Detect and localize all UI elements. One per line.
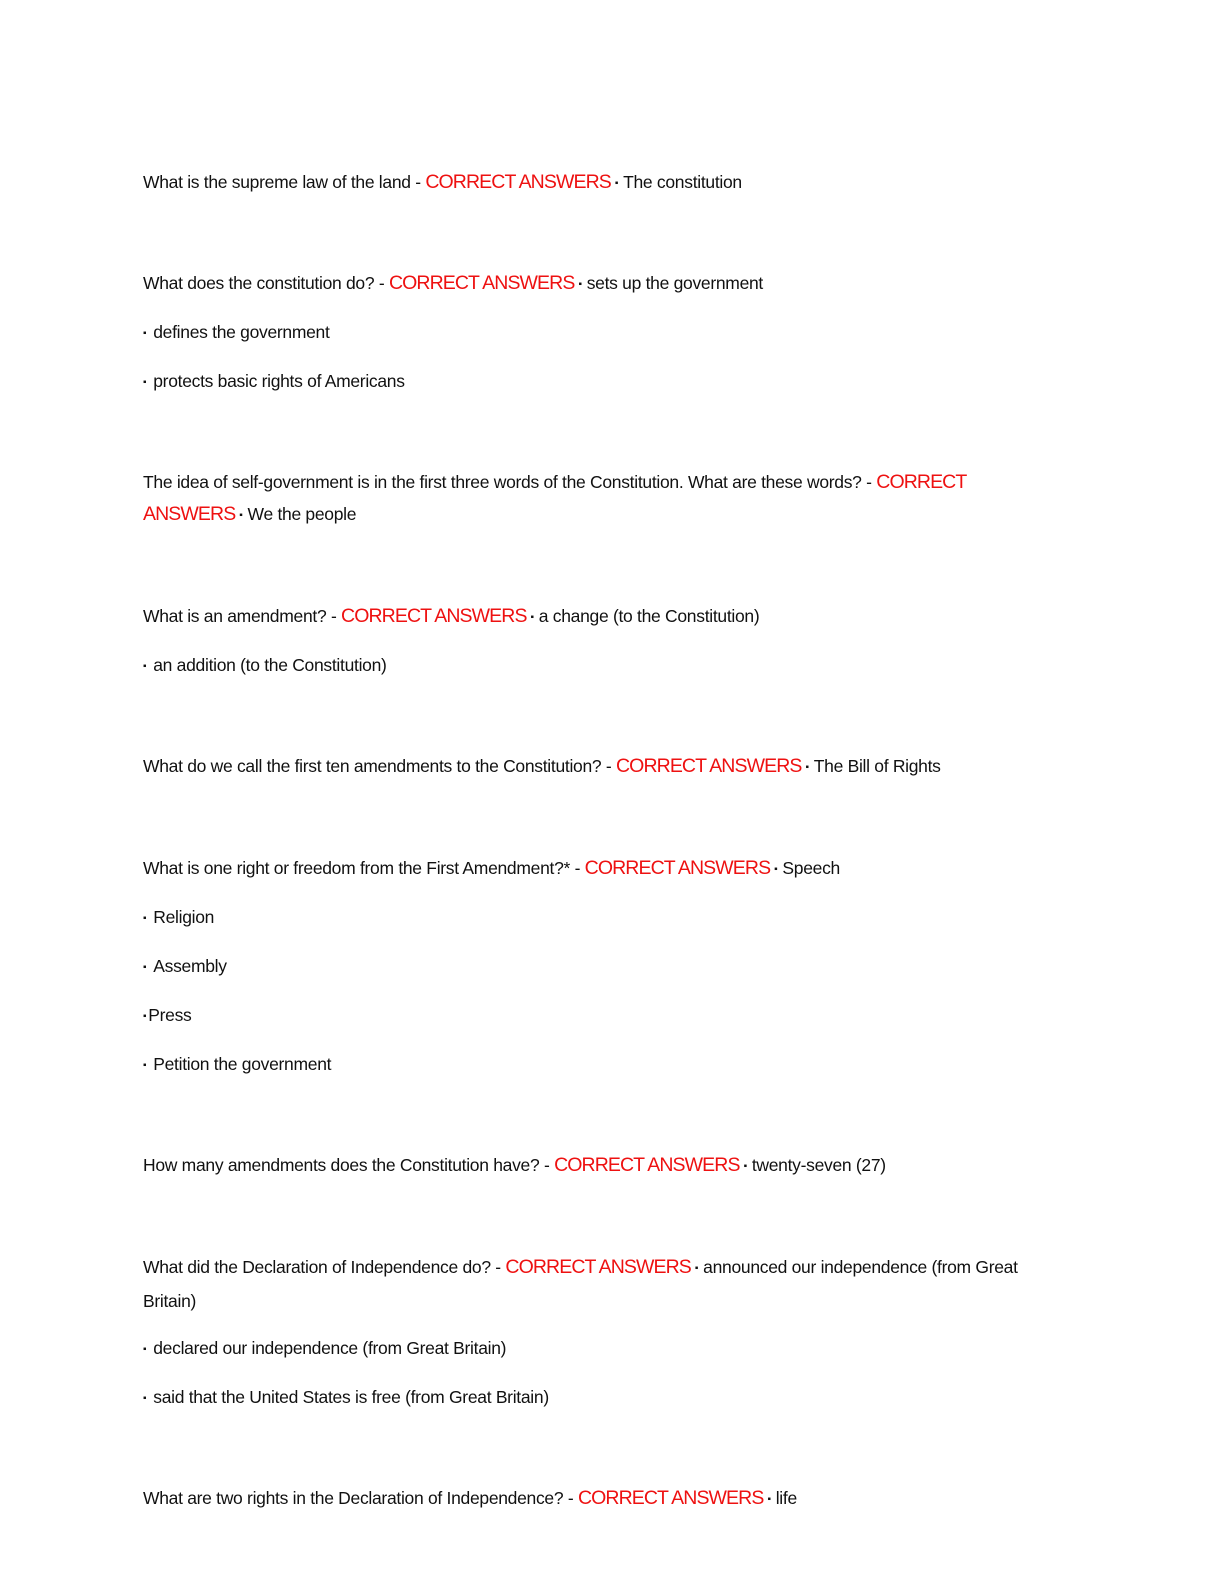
- answer-text: announced our independence (from Great Britain): [143, 1257, 1018, 1311]
- qa-item-1: [143, 166, 1048, 200]
- bullet-icon: ▪: [143, 1393, 147, 1404]
- correct-answers-label: CORRECT ANSWERS: [425, 171, 611, 193]
- bullet-icon: ▪: [774, 864, 778, 875]
- correct-answers-label: CORRECT ANSWERS: [554, 1154, 740, 1176]
- answer-text: Religion: [153, 907, 215, 927]
- answer-bullet-item: [143, 999, 1048, 1033]
- answer-bullet-item: [143, 1381, 1048, 1415]
- answer-bullet-item: [143, 901, 1048, 935]
- question-text: What did the Declaration of Independence do? -: [143, 1257, 506, 1277]
- qa-item-9: [143, 1482, 1048, 1516]
- bullet-icon: ▪: [530, 612, 534, 623]
- question-text: What is one right or freedom from the First Amendment?* -: [143, 858, 585, 878]
- bullet-icon: ▪: [143, 377, 147, 388]
- answer-bullet-item: [143, 365, 1048, 399]
- correct-answers-label: CORRECT ANSWERS: [143, 471, 967, 525]
- correct-answers-label: CORRECT ANSWERS: [616, 755, 802, 777]
- bullet-icon: ▪: [143, 661, 147, 672]
- correct-answers-label: CORRECT ANSWERS: [505, 1256, 691, 1278]
- question-text: The idea of self-government is in the first three words of the Constitution. What are these words? -: [143, 472, 877, 492]
- qa-item-8: [143, 1251, 1048, 1317]
- answer-text: declared our independence (from Great Britain): [153, 1338, 507, 1358]
- answer-text: Assembly: [153, 956, 227, 976]
- answer-bullet-item: [143, 950, 1048, 984]
- answer-text: twenty-seven (27): [751, 1155, 886, 1175]
- answer-bullet-item: [143, 649, 1048, 683]
- question-text: What are two rights in the Declaration of Independence? -: [143, 1488, 578, 1508]
- bullet-icon: ▪: [694, 1263, 699, 1274]
- answer-text: a change (to the Constitution): [538, 606, 760, 626]
- bullet-icon: ▪: [143, 913, 147, 924]
- answer-text: sets up the government: [586, 273, 763, 293]
- qa-item-4: [143, 600, 1048, 634]
- question-text: What do we call the first ten amendments to the Constitution? -: [143, 756, 616, 776]
- question-text: What is an amendment? -: [143, 606, 342, 626]
- qa-item-5: [143, 750, 1048, 784]
- answer-bullet-item: [143, 1048, 1048, 1082]
- answer-text: Press: [148, 1005, 192, 1025]
- correct-answers-label: CORRECT ANSWERS: [584, 857, 771, 879]
- answer-bullet-item: [143, 1332, 1048, 1366]
- answer-text: The Bill of Rights: [813, 756, 941, 776]
- qa-item-7: [143, 1149, 1048, 1183]
- answer-text: defines the government: [153, 322, 330, 342]
- bullet-icon: ▪: [143, 962, 147, 973]
- bullet-icon: ▪: [578, 279, 582, 290]
- qa-item-3: [143, 466, 1048, 532]
- answer-text: We the people: [247, 504, 357, 524]
- bullet-icon: ▪: [143, 1060, 147, 1071]
- bullet-icon: ▪: [239, 510, 243, 521]
- correct-answers-label: CORRECT ANSWERS: [388, 272, 575, 294]
- question-text: What does the constitution do? -: [143, 273, 389, 293]
- bullet-icon: ▪: [143, 328, 147, 339]
- answer-text: Petition the government: [153, 1054, 332, 1074]
- question-text: What is the supreme law of the land -: [143, 172, 426, 192]
- answer-text: life: [775, 1488, 797, 1508]
- answer-text: said that the United States is free (from Great Britain): [153, 1387, 549, 1407]
- correct-answers-label: CORRECT ANSWERS: [577, 1487, 764, 1509]
- answer-text: an addition (to the Constitution): [153, 655, 387, 675]
- qa-item-6: [143, 852, 1048, 886]
- correct-answers-label: CORRECT ANSWERS: [341, 605, 527, 627]
- answer-text: Speech: [782, 858, 840, 878]
- qa-item-2: [143, 267, 1048, 301]
- bullet-icon: ▪: [614, 178, 619, 189]
- bullet-icon: ▪: [143, 1011, 147, 1022]
- bullet-icon: ▪: [805, 762, 809, 773]
- answer-text: The constitution: [623, 172, 742, 192]
- bullet-icon: ▪: [143, 1344, 147, 1355]
- bullet-icon: ▪: [743, 1161, 747, 1172]
- answer-bullet-item: [143, 316, 1048, 350]
- bullet-icon: ▪: [767, 1494, 771, 1505]
- question-text: How many amendments does the Constitution have? -: [143, 1155, 555, 1175]
- answer-text: protects basic rights of Americans: [153, 371, 405, 391]
